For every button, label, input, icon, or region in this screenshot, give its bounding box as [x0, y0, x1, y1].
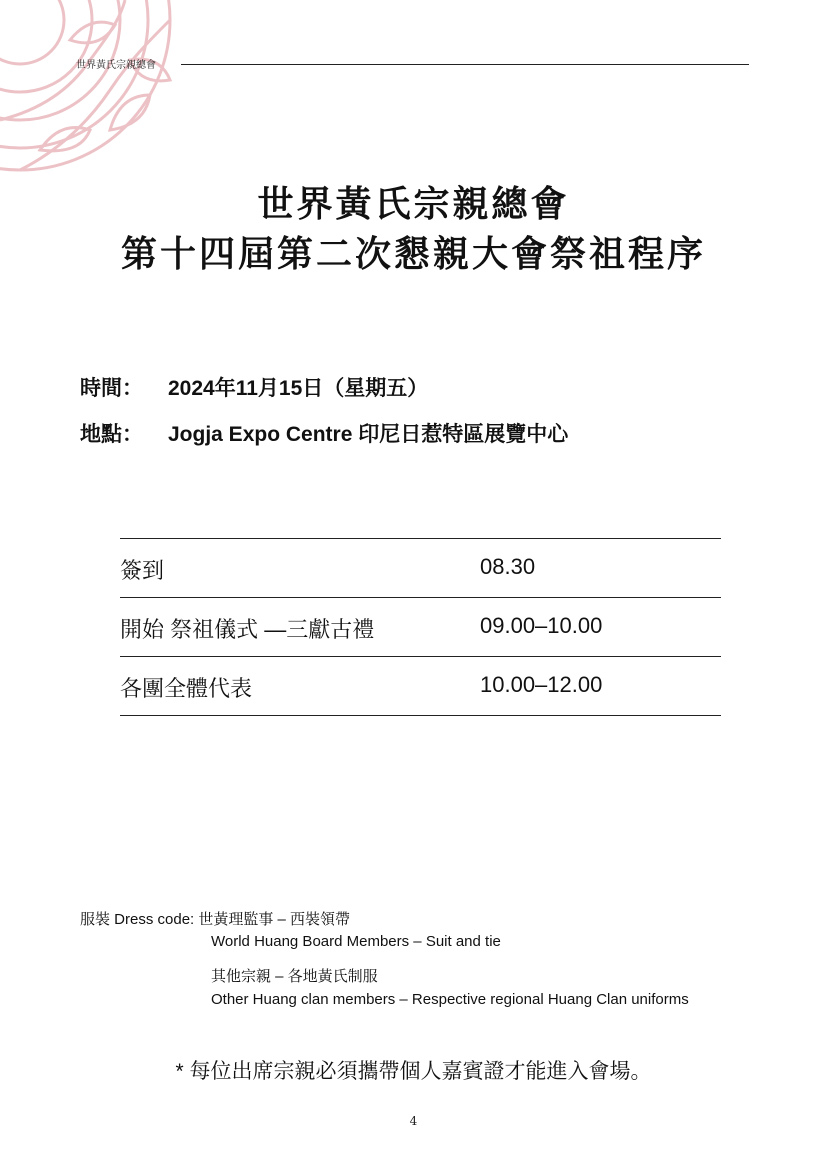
- page-title-line1: 世界黃氏宗親總會: [257, 183, 570, 225]
- place-label: 地點：: [80, 423, 143, 446]
- schedule-event: 各團全體代表: [120, 676, 253, 701]
- header-divider: [181, 64, 749, 65]
- info-time-row: [80, 372, 428, 402]
- schedule-event: 簽到: [120, 558, 165, 583]
- schedule-table: [120, 538, 721, 716]
- header-org-name: 世界黃氏宗親總會: [76, 60, 156, 71]
- dress-code-board-en: World Huang Board Members – Suit and tie: [211, 933, 501, 950]
- entry-notice: * 每位出席宗親必須攜帶個人嘉賓證才能進入會場。: [175, 1060, 652, 1083]
- page-title-line2: 第十四屆第二次懇親大會祭祖程序: [120, 233, 706, 275]
- info-place-row: [80, 418, 568, 448]
- dress-code-heading: 服裝 Dress code: 世黃理監事 – 西裝領帶: [80, 911, 351, 928]
- decorative-ornament: [0, 0, 180, 180]
- schedule-time: 08.30: [480, 554, 536, 579]
- page-number: 4: [409, 1114, 418, 1128]
- dress-code-other-en: Other Huang clan members – Respective regional Huang Clan uniforms: [211, 991, 689, 1008]
- schedule-row: [120, 539, 721, 598]
- time-value: 2024年11月15日（星期五）: [168, 377, 429, 400]
- time-label: 時間：: [80, 377, 143, 400]
- schedule-row: [120, 657, 721, 716]
- dress-code-other-zh: 其他宗親 – 各地黃氏制服: [211, 968, 378, 985]
- schedule-row: [120, 598, 721, 657]
- schedule-event: 開始 祭祖儀式 —三獻古禮: [120, 617, 375, 642]
- schedule-time: 09.00–10.00: [480, 613, 603, 638]
- place-value: Jogja Expo Centre 印尼日惹特區展覽中心: [168, 423, 569, 446]
- schedule-time: 10.00–12.00: [480, 672, 603, 697]
